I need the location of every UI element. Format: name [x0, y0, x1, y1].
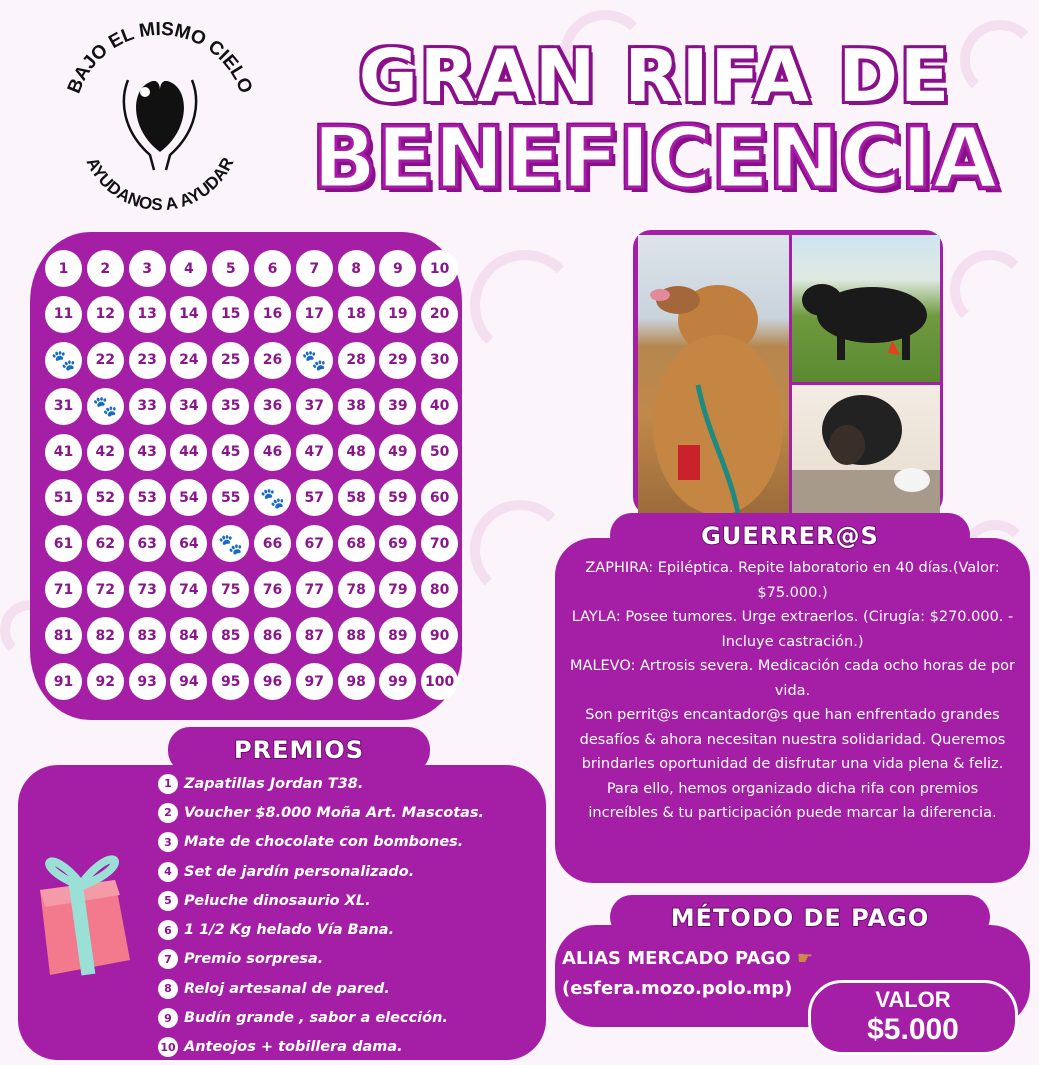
guerrero-zaphira: ZAPHIRA: Epiléptica. Repite laboratorio en 40 días.(Valor: $75.000.) — [585, 560, 1000, 601]
raffle-number[interactable]: 75 — [212, 571, 249, 608]
prize-label: Reloj artesanal de pared. — [184, 980, 390, 997]
raffle-number[interactable]: 82 — [87, 617, 124, 654]
raffle-number[interactable]: 62 — [87, 525, 124, 562]
prize-item — [158, 1033, 484, 1062]
raffle-number[interactable]: 41 — [45, 434, 82, 471]
raffle-number[interactable]: 95 — [212, 663, 249, 700]
raffle-number[interactable]: 72 — [87, 571, 124, 608]
prize-number-badge: 9 — [158, 1008, 178, 1028]
title-line-2: BENEFICENCIA — [312, 109, 998, 207]
raffle-number[interactable]: 11 — [45, 296, 82, 333]
prize-item — [158, 945, 484, 974]
raffle-number[interactable]: 90 — [421, 617, 458, 654]
prize-label: Peluche dinosaurio XL. — [184, 892, 371, 909]
raffle-number[interactable]: 59 — [379, 479, 416, 516]
raffle-number[interactable]: 51 — [45, 479, 82, 516]
prize-number-badge: 2 — [158, 803, 178, 823]
paw-icon: 🐾 — [218, 531, 244, 556]
raffle-number[interactable]: 91 — [45, 663, 82, 700]
paw-icon: 🐾 — [301, 348, 327, 373]
prize-label: Mate de chocolate con bombones. — [184, 834, 464, 851]
logo-bottom-text: AYUDANOS A AYUDAR — [82, 154, 238, 215]
raffle-number[interactable]: 48 — [338, 434, 375, 471]
raffle-number[interactable]: 18 — [338, 296, 375, 333]
photo-golden-dog — [638, 235, 789, 513]
raffle-number[interactable]: 86 — [254, 617, 291, 654]
prize-number-badge: 1 — [158, 774, 178, 794]
raffle-number[interactable]: 15 — [212, 296, 249, 333]
raffle-number[interactable]: 80 — [421, 571, 458, 608]
raffle-number[interactable]: 19 — [379, 296, 416, 333]
gift-icon — [20, 835, 140, 980]
raffle-number-taken[interactable] — [87, 388, 124, 425]
pago-title: MÉTODO DE PAGO — [670, 904, 930, 932]
raffle-number[interactable]: 58 — [338, 479, 375, 516]
prize-number-badge: 7 — [158, 949, 178, 969]
raffle-number[interactable]: 50 — [421, 434, 458, 471]
raffle-number[interactable]: 5 — [212, 250, 249, 287]
raffle-number[interactable]: 52 — [87, 479, 124, 516]
raffle-number[interactable]: 66 — [254, 525, 291, 562]
prize-item — [158, 886, 484, 915]
raffle-number[interactable]: 13 — [129, 296, 166, 333]
prize-label: Premio sorpresa. — [184, 951, 324, 968]
raffle-number[interactable]: 43 — [129, 434, 166, 471]
raffle-number[interactable]: 45 — [212, 434, 249, 471]
raffle-number[interactable]: 10 — [421, 250, 458, 287]
paw-icon: 🐾 — [92, 394, 118, 419]
prize-item — [158, 857, 484, 886]
pago-alias — [562, 944, 813, 1004]
raffle-number[interactable]: 44 — [170, 434, 207, 471]
raffle-number[interactable]: 46 — [254, 434, 291, 471]
raffle-number[interactable]: 97 — [296, 663, 333, 700]
raffle-number[interactable]: 89 — [379, 617, 416, 654]
raffle-number[interactable]: 74 — [170, 571, 207, 608]
guerreros-text — [570, 556, 1015, 826]
raffle-number[interactable]: 14 — [170, 296, 207, 333]
guerreros-title: GUERRER@S — [701, 522, 879, 550]
raffle-number[interactable]: 99 — [379, 663, 416, 700]
raffle-number[interactable]: 28 — [338, 342, 375, 379]
pago-title-pill — [610, 895, 990, 939]
raffle-number[interactable]: 24 — [170, 342, 207, 379]
raffle-number[interactable]: 77 — [296, 571, 333, 608]
prize-number-badge: 5 — [158, 891, 178, 911]
premios-title-pill — [168, 727, 430, 773]
raffle-number[interactable]: 61 — [45, 525, 82, 562]
raffle-number[interactable]: 57 — [296, 479, 333, 516]
raffle-number[interactable]: 53 — [129, 479, 166, 516]
raffle-number[interactable]: 12 — [87, 296, 124, 333]
prize-item — [158, 915, 484, 944]
prize-item — [158, 798, 484, 827]
prize-label: Voucher $8.000 Moña Art. Mascotas. — [184, 804, 485, 821]
raffle-number[interactable]: 69 — [379, 525, 416, 562]
raffle-number[interactable]: 23 — [129, 342, 166, 379]
raffle-number[interactable]: 64 — [170, 525, 207, 562]
alias-label: ALIAS MERCADO PAGO — [562, 948, 791, 969]
prize-number-badge: 8 — [158, 979, 178, 999]
raffle-number[interactable]: 54 — [170, 479, 207, 516]
price-label: VALOR — [875, 987, 951, 1012]
raffle-number[interactable]: 63 — [129, 525, 166, 562]
raffle-number[interactable]: 20 — [421, 296, 458, 333]
paw-icon: 🐾 — [260, 485, 285, 510]
price-badge — [808, 980, 1018, 1055]
raffle-number[interactable]: 100 — [421, 663, 458, 700]
prize-number-badge: 6 — [158, 920, 178, 940]
raffle-number[interactable]: 2 — [87, 250, 124, 287]
raffle-number-taken[interactable] — [296, 342, 333, 379]
raffle-number[interactable]: 79 — [379, 571, 416, 608]
guerrero-layla: LAYLA: Posee tumores. Urge extraerlos. (Cirugía: $270.000. - Incluye castración.) — [571, 609, 1014, 650]
raffle-number[interactable]: 1 — [45, 250, 82, 287]
premios-title: PREMIOS — [234, 736, 364, 764]
raffle-number[interactable]: 83 — [129, 617, 166, 654]
title-line-1: GRAN RIFA DE — [358, 34, 952, 118]
raffle-number[interactable]: 3 — [129, 250, 166, 287]
raffle-number[interactable]: 55 — [212, 479, 249, 516]
raffle-number[interactable]: 8 — [338, 250, 375, 287]
raffle-number[interactable]: 31 — [45, 388, 82, 425]
guerrero-malevo: MALEVO: Artrosis severa. Medicación cada ocho horas de por vida. — [570, 658, 1015, 699]
prize-item — [158, 1003, 484, 1032]
raffle-number[interactable]: 47 — [296, 434, 333, 471]
raffle-number[interactable]: 22 — [87, 342, 124, 379]
prize-item — [158, 769, 484, 798]
raffle-number[interactable]: 36 — [254, 388, 291, 425]
raffle-number[interactable]: 38 — [338, 388, 375, 425]
logo-top-text: BAJO EL MISMO CIELO — [63, 20, 257, 97]
raffle-number[interactable]: 42 — [87, 434, 124, 471]
prize-label: Set de jardín personalizado. — [184, 863, 415, 880]
guerreros-description: Son perrit@s encantador@s que han enfrentado grandes desafíos & ahora necesitan nuestra solidaridad. Queremos brindarles oportunidad de disfrutar una vida plena & feliz. Para ello, hemos organizado dicha rifa con premios increíbles & tu participación puede marcar la diferencia. — [579, 707, 1006, 821]
heart-hands-icon — [124, 80, 196, 170]
raffle-number[interactable]: 93 — [129, 663, 166, 700]
raffle-number[interactable]: 68 — [338, 525, 375, 562]
prize-list — [158, 769, 484, 1062]
dog-photos — [633, 230, 943, 515]
logo-emblem — [50, 20, 270, 215]
raffle-number[interactable]: 81 — [45, 617, 82, 654]
raffle-number[interactable]: 25 — [212, 342, 249, 379]
raffle-number[interactable]: 26 — [254, 342, 291, 379]
raffle-number[interactable]: 60 — [421, 479, 458, 516]
raffle-number[interactable]: 29 — [379, 342, 416, 379]
raffle-number[interactable]: 6 — [254, 250, 291, 287]
raffle-number[interactable]: 94 — [170, 663, 207, 700]
prize-label: 1 1/2 Kg helado Vía Bana. — [184, 922, 395, 939]
prize-item — [158, 828, 484, 857]
raffle-number[interactable]: 7 — [296, 250, 333, 287]
raffle-number-taken[interactable] — [212, 525, 249, 562]
raffle-number[interactable]: 4 — [170, 250, 207, 287]
raffle-number[interactable]: 9 — [379, 250, 416, 287]
raffle-number[interactable]: 87 — [296, 617, 333, 654]
raffle-number[interactable]: 40 — [421, 388, 458, 425]
raffle-number[interactable]: 70 — [421, 525, 458, 562]
logo — [50, 20, 270, 215]
prize-label: Anteojos + tobillera dama. — [184, 1039, 403, 1056]
raffle-number[interactable]: 78 — [338, 571, 375, 608]
paw-icon: 🐾 — [51, 348, 76, 373]
raffle-number-taken[interactable] — [45, 342, 82, 379]
raffle-number[interactable]: 88 — [338, 617, 375, 654]
prize-label: Zapatillas Jordan T38. — [184, 775, 364, 792]
raffle-number[interactable]: 37 — [296, 388, 333, 425]
raffle-number[interactable]: 30 — [421, 342, 458, 379]
raffle-number[interactable]: 98 — [338, 663, 375, 700]
prize-number-badge: 3 — [158, 832, 178, 852]
raffle-number[interactable]: 67 — [296, 525, 333, 562]
guerreros-title-pill — [610, 513, 970, 557]
prize-number-badge: 10 — [158, 1037, 178, 1057]
raffle-number[interactable]: 35 — [212, 388, 249, 425]
raffle-grid — [45, 250, 458, 700]
raffle-number[interactable]: 76 — [254, 571, 291, 608]
raffle-number[interactable]: 39 — [379, 388, 416, 425]
prize-label: Budín grande , sabor a elección. — [184, 1010, 448, 1027]
raffle-number[interactable]: 49 — [379, 434, 416, 471]
raffle-number[interactable]: 92 — [87, 663, 124, 700]
prize-number-badge: 4 — [158, 862, 178, 882]
pointing-hand-icon: ☛ — [796, 948, 813, 969]
raffle-number-taken[interactable] — [254, 479, 291, 516]
raffle-number[interactable]: 34 — [170, 388, 207, 425]
raffle-number[interactable]: 73 — [129, 571, 166, 608]
raffle-number[interactable]: 33 — [129, 388, 166, 425]
price-amount: $5.000 — [867, 1013, 959, 1046]
raffle-number[interactable]: 85 — [212, 617, 249, 654]
photo-black-dog-grass — [792, 235, 940, 382]
raffle-number[interactable]: 96 — [254, 663, 291, 700]
raffle-number[interactable]: 16 — [254, 296, 291, 333]
alias-value[interactable]: (esfera.mozo.polo.mp) — [562, 978, 793, 999]
page-title — [295, 34, 1015, 207]
raffle-number[interactable]: 71 — [45, 571, 82, 608]
photo-black-dog-blanket — [792, 385, 940, 513]
prize-item — [158, 974, 484, 1003]
raffle-number[interactable]: 84 — [170, 617, 207, 654]
raffle-number[interactable]: 17 — [296, 296, 333, 333]
